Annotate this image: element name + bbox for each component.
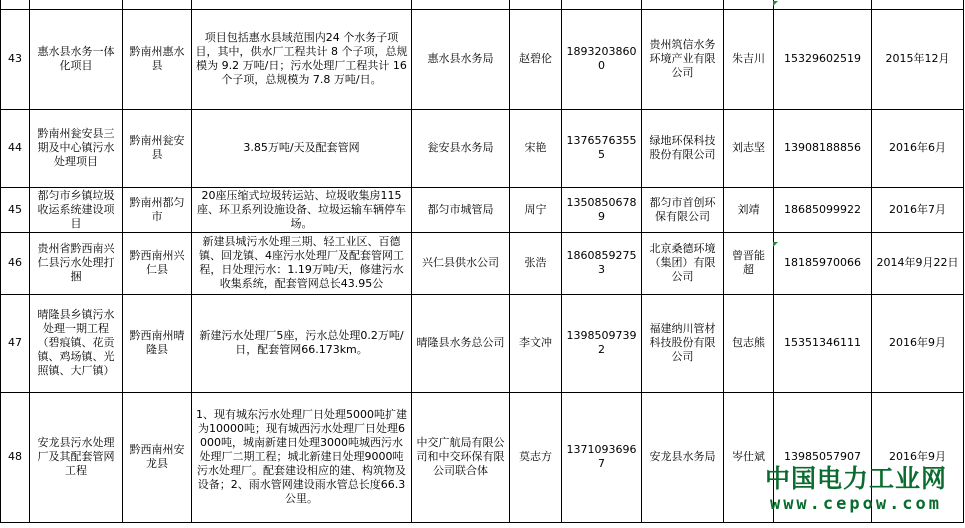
project-name[interactable]: 都匀市乡镇垃圾收运系统建设项目: [30, 187, 123, 232]
row-number[interactable]: 44: [1, 109, 30, 187]
county[interactable]: 黔南州惠水县: [123, 9, 192, 109]
owner-contact[interactable]: 周宁: [510, 187, 562, 232]
sign-date[interactable]: 2015年12月: [872, 9, 964, 109]
project-name[interactable]: 黔南州瓮安县三期及中心镇污水处理项目: [30, 109, 123, 187]
company-contact[interactable]: 朱吉川: [724, 9, 774, 109]
sign-date[interactable]: 2016年6月: [872, 109, 964, 187]
company-phone[interactable]: 13908188856: [774, 109, 872, 187]
sign-date[interactable]: 2016年9月: [872, 294, 964, 392]
owner-unit[interactable]: 晴隆县水务总公司: [412, 294, 510, 392]
row-number[interactable]: 47: [1, 294, 30, 392]
sign-date[interactable]: 2016年7月: [872, 187, 964, 232]
table-cell[interactable]: [510, 0, 562, 9]
company-phone[interactable]: 18185970066: [774, 232, 872, 294]
project-content[interactable]: 新建污水处理厂5座，污水总处理0.2万吨/日，配套管网66.173km。: [192, 294, 412, 392]
company[interactable]: 北京桑德环境（集团）有限公司: [642, 232, 724, 294]
project-content[interactable]: 20座压缩式垃圾转运站、垃圾收集房115座、环卫系列设施设备、垃圾运输车辆停车场。: [192, 187, 412, 232]
row-number[interactable]: 43: [1, 9, 30, 109]
project-content[interactable]: 1、现有城东污水处理厂日处理5000吨扩建为10000吨；现有城西污水处理厂日处理6000吨，城南新建日处理3000吨城西污水处理厂二期工程；城北新建日处理9000吨污水处理厂。配套建设相应的建、构筑物及设备；2、雨水管网建设雨水管总长度66.3公里。: [192, 392, 412, 522]
owner-phone[interactable]: 13508506789: [562, 187, 642, 232]
project-name[interactable]: 晴隆县乡镇污水处理一期工程（碧痕镇、花贡镇、鸡场镇、光照镇、大厂镇）: [30, 294, 123, 392]
cell-comment-marker: [773, 242, 778, 247]
table-cell[interactable]: [872, 0, 964, 9]
watermark-title: 中国电力工业网: [764, 464, 947, 493]
owner-contact[interactable]: 宋艳: [510, 109, 562, 187]
company[interactable]: 绿地环保科技股份有限公司: [642, 109, 724, 187]
company[interactable]: 贵州筑信水务环境产业有限公司: [642, 9, 724, 109]
owner-contact[interactable]: 莫志方: [510, 392, 562, 522]
owner-unit[interactable]: 中交广航局有限公司和中交环保有限公司联合体: [412, 392, 510, 522]
table-cell[interactable]: [774, 0, 872, 9]
table-cell[interactable]: [642, 0, 724, 9]
owner-contact[interactable]: 赵碧伦: [510, 9, 562, 109]
table-row: [1, 187, 964, 232]
project-name[interactable]: 惠水县水务一体化项目: [30, 9, 123, 109]
table-row: [1, 109, 964, 187]
table-row: [1, 9, 964, 109]
table-row: [1, 232, 964, 294]
company-phone[interactable]: 18685099922: [774, 187, 872, 232]
owner-phone[interactable]: 18932038600: [562, 9, 642, 109]
sign-date[interactable]: 2014年9月22日: [872, 232, 964, 294]
row-number[interactable]: 48: [1, 392, 30, 522]
company-contact[interactable]: 包志熊: [724, 294, 774, 392]
row-number[interactable]: 45: [1, 187, 30, 232]
company[interactable]: 安龙县水务局: [642, 392, 724, 522]
county[interactable]: 黔西南州安龙县: [123, 392, 192, 522]
company-phone[interactable]: 15351346111: [774, 294, 872, 392]
owner-contact[interactable]: 李文冲: [510, 294, 562, 392]
watermark-url: www.cepow.com: [769, 494, 943, 514]
project-name[interactable]: 安龙县污水处理厂及其配套管网工程: [30, 392, 123, 522]
county[interactable]: 黔西南州晴隆县: [123, 294, 192, 392]
company[interactable]: 福建纳川管材科技股份有限公司: [642, 294, 724, 392]
site-watermark: [765, 464, 947, 514]
row-number[interactable]: 46: [1, 232, 30, 294]
company-contact[interactable]: 曾晋能超: [724, 232, 774, 294]
owner-phone[interactable]: 13765763555: [562, 109, 642, 187]
owner-phone[interactable]: 13985097392: [562, 294, 642, 392]
company-contact[interactable]: 刘志坚: [724, 109, 774, 187]
owner-phone[interactable]: 18608592753: [562, 232, 642, 294]
project-content[interactable]: 新建县城污水处理三期、轻工业区、百德镇、回龙镇、4座污水处理厂及配套管网工程，日处理污水：1.19万吨/天，修建污水收集系统，配套管网总长43.95公: [192, 232, 412, 294]
company-phone[interactable]: 13985057907: [774, 392, 872, 522]
table-row-top-cut: [1, 0, 964, 9]
company-contact[interactable]: 刘靖: [724, 187, 774, 232]
owner-unit[interactable]: 都匀市城管局: [412, 187, 510, 232]
owner-unit[interactable]: 瓮安县水务局: [412, 109, 510, 187]
owner-phone[interactable]: 13710936967: [562, 392, 642, 522]
owner-unit[interactable]: 惠水县水务局: [412, 9, 510, 109]
table-cell[interactable]: [1, 0, 30, 9]
company-phone[interactable]: 15329602519: [774, 9, 872, 109]
county[interactable]: 黔西南州兴仁县: [123, 232, 192, 294]
table-cell[interactable]: [192, 0, 412, 9]
project-content[interactable]: 3.85万吨/天及配套管网: [192, 109, 412, 187]
company-contact[interactable]: 岑仕斌: [724, 392, 774, 522]
table-cell[interactable]: [30, 0, 123, 9]
sign-date[interactable]: 2016年9月: [872, 392, 964, 522]
table-cell[interactable]: [412, 0, 510, 9]
county[interactable]: 黔南州都匀市: [123, 187, 192, 232]
county[interactable]: 黔南州瓮安县: [123, 109, 192, 187]
cell-comment-marker: [773, 1, 778, 6]
owner-unit[interactable]: 兴仁县供水公司: [412, 232, 510, 294]
project-name[interactable]: 贵州省黔西南兴仁县污水处理打捆: [30, 232, 123, 294]
owner-contact[interactable]: 张浩: [510, 232, 562, 294]
table-row: [1, 294, 964, 392]
project-content[interactable]: 项目包括惠水县域范围内24 个水务子项目，其中，供水厂工程共计 8 个子项，总规模为 9.2 万吨/日；污水处理厂工程共计 16 个子项，总规模为 7.8 万吨/日。: [192, 9, 412, 109]
table-cell[interactable]: [123, 0, 192, 9]
table-cell[interactable]: [724, 0, 774, 9]
company[interactable]: 都匀市首创环保有限公司: [642, 187, 724, 232]
table-cell[interactable]: [562, 0, 642, 9]
